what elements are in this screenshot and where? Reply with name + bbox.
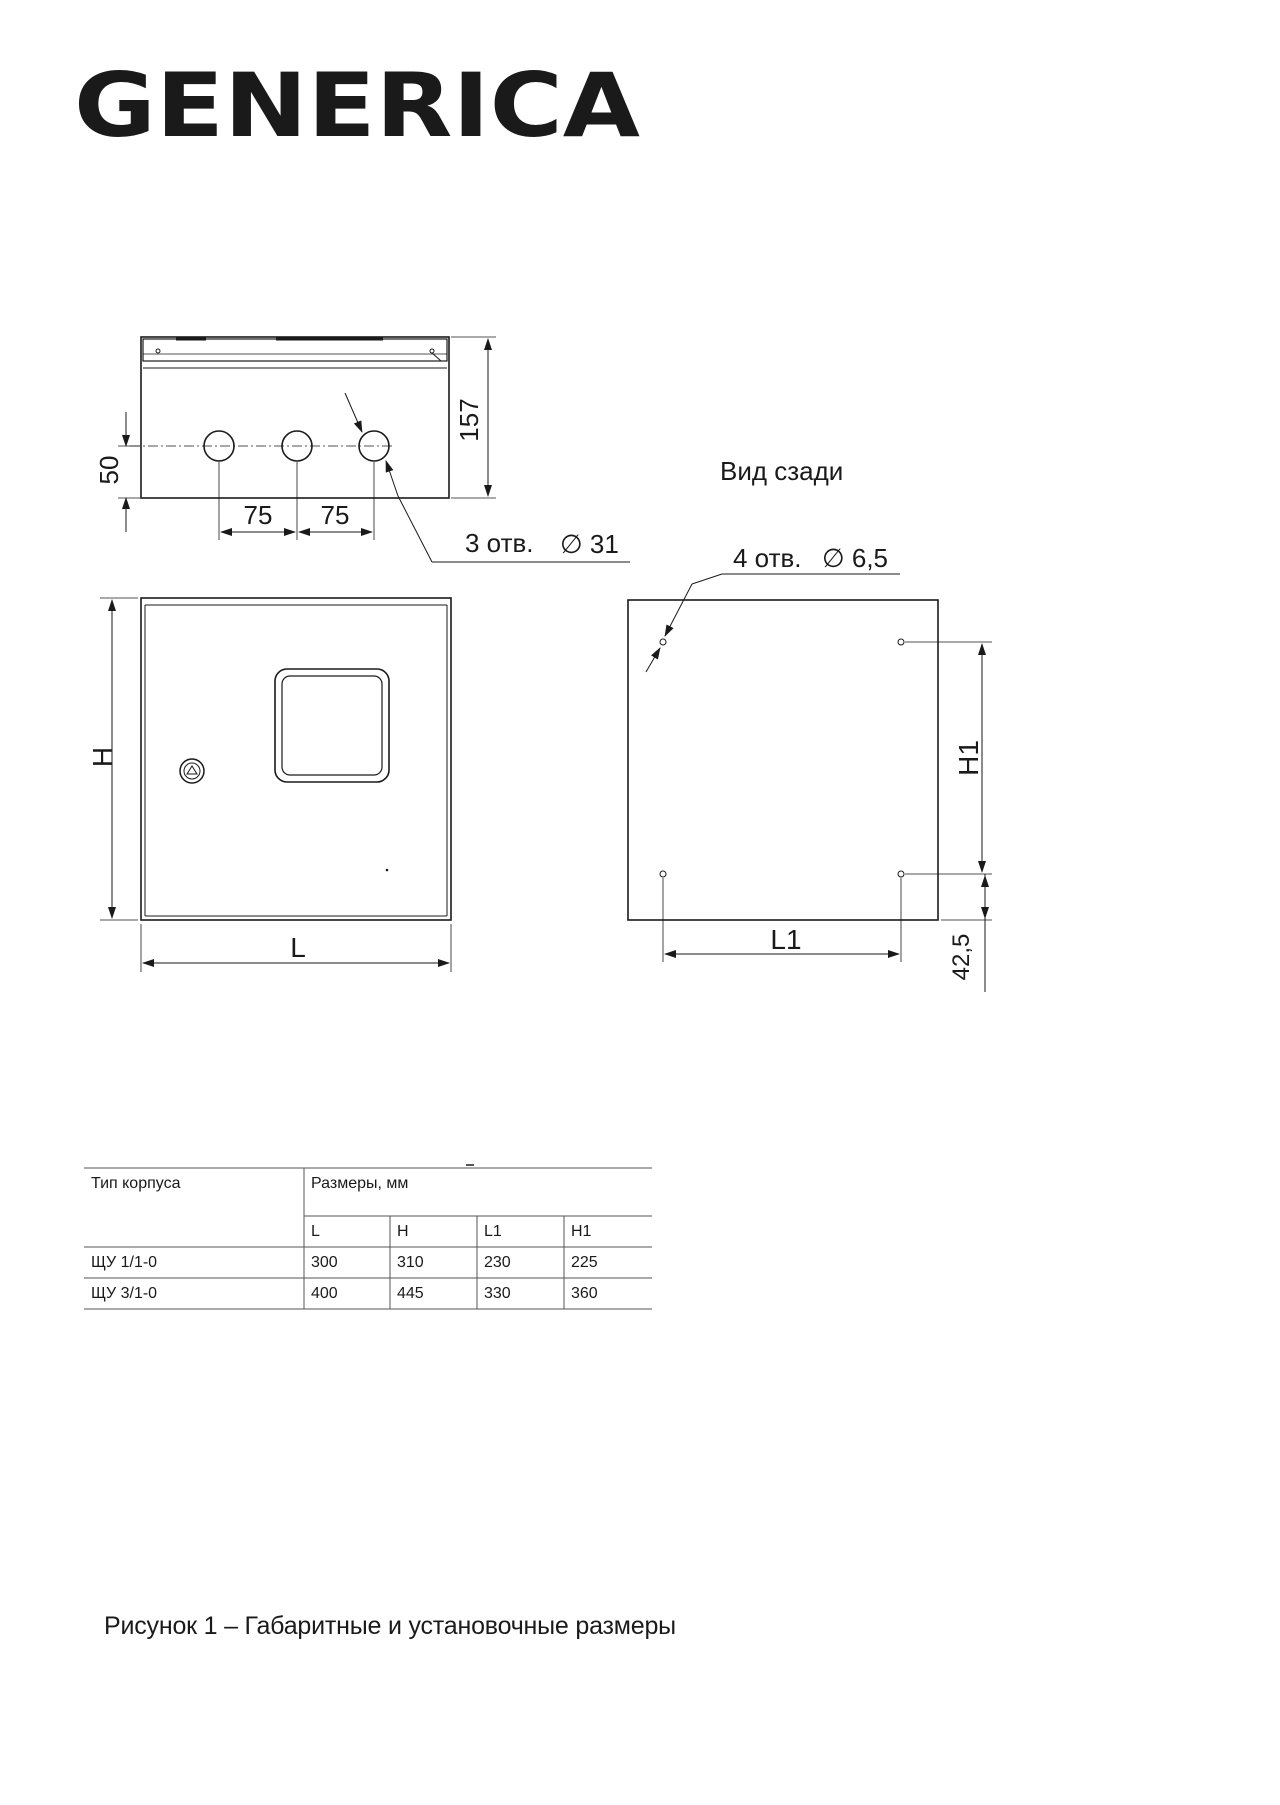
dim-50: 50 bbox=[94, 455, 124, 485]
table-row-2-h: 445 bbox=[397, 1285, 424, 1302]
rear-view-title: Вид сзади bbox=[720, 456, 844, 486]
dim-75-left: 75 bbox=[243, 500, 273, 530]
holes-note-4: 4 отв. bbox=[733, 543, 802, 573]
rear-view bbox=[628, 574, 992, 992]
holes-note-3: 3 отв. bbox=[465, 528, 534, 558]
front-view bbox=[100, 598, 451, 972]
table-row-1-type: ЩУ 1/1-0 bbox=[91, 1254, 158, 1271]
mount-hole-bl bbox=[660, 871, 666, 877]
table-row-2-l1: 330 bbox=[484, 1285, 511, 1302]
table-row-1-h: 310 bbox=[397, 1254, 424, 1271]
mount-hole-tl bbox=[660, 639, 666, 645]
mount-hole-tr bbox=[898, 639, 904, 645]
table-row-1-l: 300 bbox=[311, 1254, 338, 1271]
holes-diameter-6-5: ∅ 6,5 bbox=[822, 543, 889, 573]
table-subheader-l1: L1 bbox=[484, 1223, 502, 1240]
rear-h1-label: H1 bbox=[953, 740, 984, 776]
rear-l1-label: L1 bbox=[770, 924, 802, 955]
mount-hole-br bbox=[898, 871, 904, 877]
inspection-window bbox=[275, 669, 389, 782]
table-row-1-h1: 225 bbox=[571, 1254, 598, 1271]
front-l-label: L bbox=[290, 932, 306, 963]
bottom-view bbox=[118, 337, 630, 562]
dim-75-right: 75 bbox=[320, 500, 350, 530]
table-row-2-h1: 360 bbox=[571, 1285, 598, 1302]
table-header-type: Тип корпуса bbox=[91, 1175, 181, 1192]
table-row-2-l: 400 bbox=[311, 1285, 338, 1302]
table-subheader-h1: H1 bbox=[571, 1223, 592, 1240]
figure-caption: Рисунок 1 – Габаритные и установочные размеры bbox=[104, 1612, 676, 1640]
table-header-sizes: Размеры, мм bbox=[311, 1175, 409, 1192]
table-subheader-h: H bbox=[397, 1223, 409, 1240]
dim-157: 157 bbox=[454, 398, 484, 442]
table-row-2-type: ЩУ 3/1-0 bbox=[91, 1285, 158, 1302]
table-subheader-l: L bbox=[311, 1223, 320, 1240]
holes-diameter-31: ∅ 31 bbox=[560, 529, 619, 559]
front-h-label: H bbox=[87, 746, 118, 768]
dim-42-5: 42,5 bbox=[948, 933, 975, 981]
table-row-1-l1: 230 bbox=[484, 1254, 511, 1271]
logo-text: GENERICA bbox=[74, 54, 640, 157]
